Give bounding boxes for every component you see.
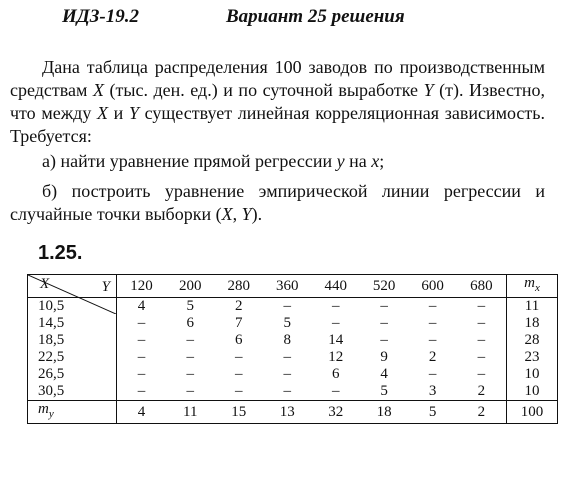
frequency-cell: 9 <box>380 349 388 365</box>
my-value-cell: 5 <box>408 401 456 424</box>
frequency-cell: 5 <box>283 315 291 331</box>
task-a <box>10 150 545 173</box>
mx-cell: 28 <box>507 332 558 349</box>
frequency-cell: – <box>137 349 146 365</box>
var-y: Y <box>128 103 139 123</box>
x-value-cell: 22,5 <box>28 349 117 366</box>
frequency-cell: – <box>186 332 195 348</box>
mx-letter: m <box>524 275 535 291</box>
frequency-cell: 7 <box>235 315 243 331</box>
mx-cell: 23 <box>507 349 558 366</box>
y-value-header: 680 <box>457 275 507 298</box>
frequency-cell: – <box>428 366 437 382</box>
table-row <box>28 366 558 383</box>
x-value-cell: 10,5 <box>28 298 117 316</box>
frequency-cell: – <box>137 366 146 382</box>
text-fragment: Дана таблица распределения 100 заводов по производственным средствам <box>10 57 545 100</box>
frequency-cell: 5 <box>380 383 388 399</box>
table-row <box>28 383 558 401</box>
my-value-cell: 13 <box>263 401 311 424</box>
correlation-table <box>27 274 558 424</box>
frequency-cell: 4 <box>380 366 388 382</box>
frequency-cell: – <box>283 349 291 365</box>
x-value-cell: 18,5 <box>28 332 117 349</box>
var-y: Y <box>241 204 252 224</box>
var-x: x <box>371 151 380 171</box>
problem-number: 1.25. <box>38 242 83 264</box>
my-letter: m <box>38 401 49 417</box>
variant-title: Вариант 25 решения <box>226 6 405 27</box>
x-value-cell: 30,5 <box>28 383 117 401</box>
frequency-cell: – <box>380 332 388 348</box>
my-row <box>28 401 558 424</box>
my-value-cell: 18 <box>360 401 408 424</box>
text-fragment: б) построить уравнение эмпирической линии регрессии и случайные точки выборки ( <box>10 181 545 224</box>
text-fragment: а) найти уравнение прямой регрессии <box>42 151 337 171</box>
frequency-cell: – <box>186 349 195 365</box>
frequency-cell: – <box>380 298 388 314</box>
frequency-cell: – <box>283 298 291 314</box>
my-value-cell: 4 <box>117 401 167 424</box>
header-row <box>28 275 558 298</box>
table-body <box>28 275 558 424</box>
x-value-cell: 14,5 <box>28 315 117 332</box>
frequency-cell: – <box>186 383 195 399</box>
text-fragment: ; <box>379 151 385 171</box>
table-row <box>28 349 558 366</box>
frequency-cell: – <box>283 366 291 382</box>
frequency-cell: – <box>428 315 437 331</box>
header <box>62 6 562 32</box>
frequency-cell: – <box>428 298 437 314</box>
frequency-cell: 12 <box>328 349 344 365</box>
corner-y-label: Y <box>101 279 110 295</box>
var-x: X <box>97 103 108 123</box>
var-x: X <box>221 204 233 224</box>
problem-statement <box>10 56 545 148</box>
frequency-cell: – <box>477 315 486 331</box>
frequency-cell: – <box>331 383 340 399</box>
frequency-cell: 2 <box>235 298 243 314</box>
my-value-cell: 11 <box>166 401 214 424</box>
corner-cell <box>28 275 117 298</box>
frequency-cell: – <box>283 383 291 399</box>
my-subscript: y <box>48 408 54 420</box>
my-value-cell: 32 <box>311 401 359 424</box>
frequency-cell: – <box>331 298 340 314</box>
frequency-cell: 5 <box>186 298 195 314</box>
frequency-cell: – <box>235 366 243 382</box>
frequency-cell: – <box>380 315 388 331</box>
var-x: X <box>92 80 104 100</box>
frequency-cell: – <box>477 349 486 365</box>
frequency-cell: – <box>235 349 243 365</box>
frequency-cell: 2 <box>477 383 486 399</box>
y-value-header: 120 <box>117 275 167 298</box>
my-value-cell: 2 <box>457 401 507 424</box>
y-value-header: 600 <box>408 275 456 298</box>
frequency-cell: – <box>186 366 195 382</box>
assignment-code: ИДЗ-19.2 <box>62 6 140 27</box>
mx-header <box>507 275 558 298</box>
my-value-cell: 15 <box>215 401 263 424</box>
corner-x-label: X <box>40 276 50 292</box>
y-value-header: 520 <box>360 275 408 298</box>
frequency-cell: – <box>235 383 243 399</box>
mx-cell: 11 <box>507 298 558 316</box>
table-row <box>28 332 558 349</box>
table-row <box>28 315 558 332</box>
x-value-cell: 26,5 <box>28 366 117 383</box>
frequency-cell: – <box>428 332 437 348</box>
text-fragment: и <box>108 103 129 123</box>
text-fragment: существует линейная корреляционная зависимость. Требуется: <box>10 103 545 146</box>
task-b <box>10 180 545 226</box>
text-fragment: на <box>344 151 372 171</box>
mx-cell: 18 <box>507 315 558 332</box>
y-value-header: 280 <box>215 275 263 298</box>
text-fragment: (тыс. ден. ед.) и по суточной выработке <box>103 80 424 100</box>
frequency-cell: 4 <box>137 298 146 314</box>
frequency-cell: 3 <box>428 383 437 399</box>
var-y: y <box>336 151 345 171</box>
y-value-header: 360 <box>263 275 311 298</box>
frequency-cell: 8 <box>283 332 291 348</box>
frequency-cell: 2 <box>428 349 437 365</box>
frequency-cell: – <box>477 332 486 348</box>
mx-subscript: x <box>534 282 540 294</box>
frequency-cell: – <box>477 366 486 382</box>
mx-cell: 10 <box>507 383 558 401</box>
text-fragment: ). <box>251 204 263 224</box>
frequency-cell: – <box>137 332 146 348</box>
my-label-cell <box>28 401 117 424</box>
mx-cell: 10 <box>507 366 558 383</box>
frequency-cell: – <box>477 298 486 314</box>
frequency-cell: – <box>137 315 146 331</box>
total-cell: 100 <box>507 401 558 424</box>
frequency-cell: – <box>331 315 340 331</box>
frequency-cell: 6 <box>186 315 195 331</box>
var-y: Y <box>423 80 434 100</box>
y-value-header: 200 <box>166 275 214 298</box>
frequency-cell: – <box>137 383 146 399</box>
y-value-header: 440 <box>311 275 359 298</box>
frequency-cell: 6 <box>235 332 243 348</box>
frequency-cell: 6 <box>331 366 340 382</box>
text-fragment: , <box>232 204 242 224</box>
text-fragment: (т). Известно, что между <box>10 80 545 123</box>
frequency-cell: 14 <box>328 332 344 348</box>
